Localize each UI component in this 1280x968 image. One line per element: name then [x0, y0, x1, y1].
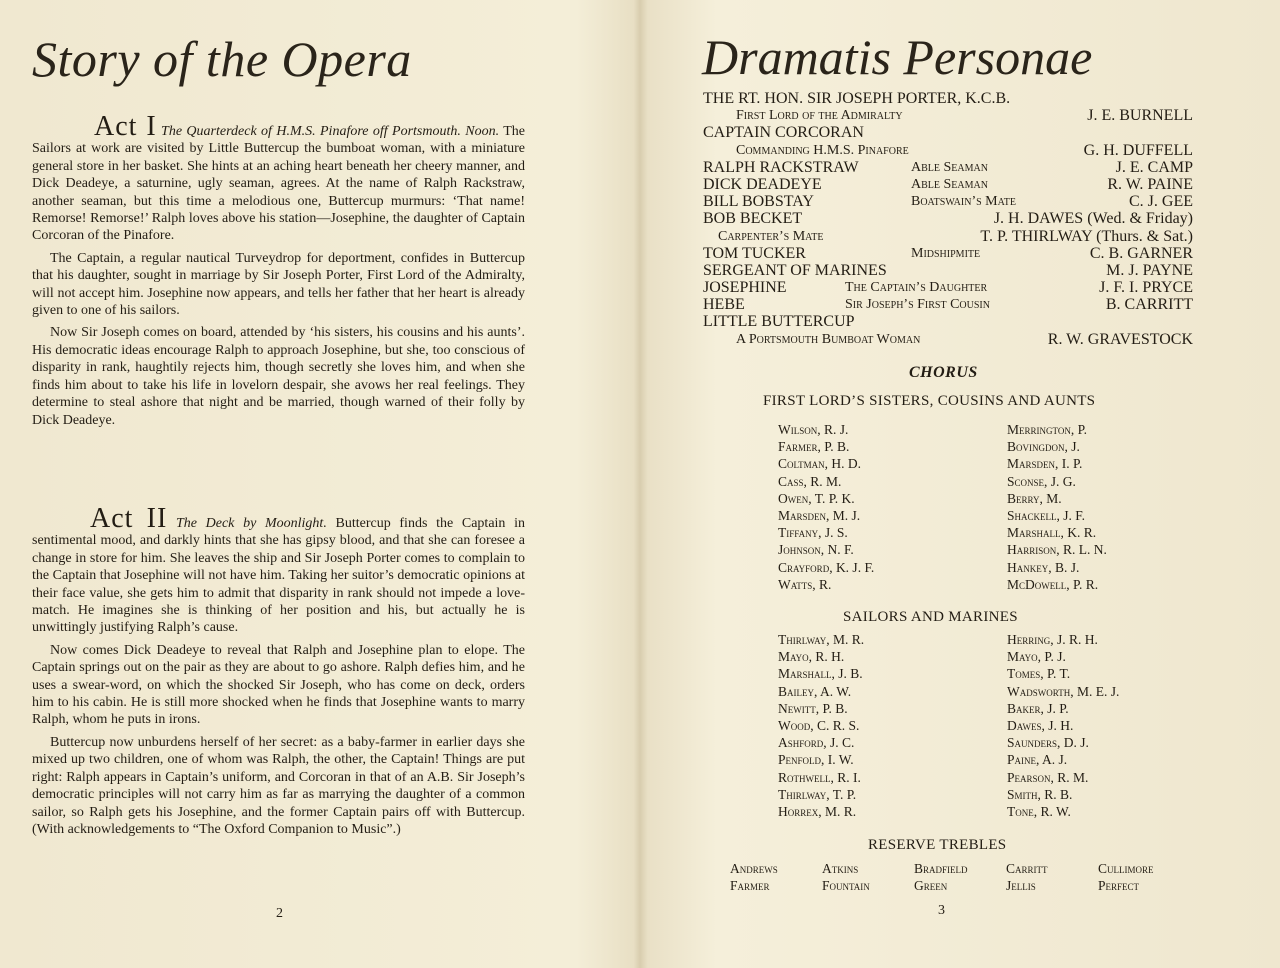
role-description: Able Seaman: [911, 176, 988, 192]
role-description: Midshipmite: [911, 245, 981, 261]
actor-name: J. H. DAWES (Wed. & Friday): [993, 210, 1193, 228]
chorus-name: Thirlway, T. P.: [778, 786, 857, 802]
sailors-column-1: [778, 631, 864, 820]
role-description: First Lord of the Admiralty: [736, 108, 903, 124]
cast-row: [703, 228, 1193, 245]
chorus-heading: CHORUS: [909, 364, 978, 381]
cast-list: [703, 90, 1193, 348]
cast-row: [703, 90, 1193, 107]
chorus-name: Tone, R. W.: [1007, 804, 1071, 820]
act1-heading: Act I: [94, 111, 157, 142]
first-lords-column-1: [778, 421, 874, 593]
chorus-name: Marsden, I. P.: [1007, 456, 1083, 472]
first-lords-heading: FIRST LORD’S SISTERS, COUSINS AND AUNTS: [763, 393, 1096, 409]
cast-row: [703, 176, 1193, 193]
act2-paragraph: Buttercup now unburdens herself of her secret: as a baby-farmer in earlier days she mixed up two children, one of whom was Ralph, the other, the Captain! Things are put right: Ralph appears in Captain’s uniform, and Corcoran in that of an A.B. Sir Joseph’s democratic principles will not carry him as far as marrying the daughter of a common sailor, so Ralph gets his Josephine, and the former Captain pairs off with Buttercup. (With acknowledgements to “The Oxford Companion to Music”.): [32, 734, 525, 837]
act1-paragraph: Now Sir Joseph comes on board, attended by ‘his sisters, his cousins and his aunts’. His democratic ideas encourage Ralph to approach Josephine, but she, too conscious of disparity in rank, haughtily rejects him, though secretly she loves him, and when she finds him about to take his life in lovelorn despair, she avows her real feelings. They determine to steal ashore that night and be married, though warned of their folly by Dick Deadeye.: [32, 325, 525, 428]
story-title: Story of the Opera: [32, 31, 412, 87]
chorus-name: Smith, R. B.: [1007, 786, 1073, 802]
role-description: The Captain’s Daughter: [845, 280, 988, 296]
chorus-name: Farmer, P. B.: [778, 439, 850, 455]
role-name: DICK DEADEYE: [703, 175, 822, 193]
cast-row: [703, 124, 1193, 141]
cast-row: [703, 331, 1193, 348]
treble-name: Carritt: [1006, 861, 1048, 876]
first-lords-column-2: [1007, 421, 1107, 593]
treble-name: Green: [914, 878, 948, 893]
role-name: THE RT. HON. SIR JOSEPH PORTER, K.C.B.: [703, 90, 1011, 107]
treble-name: Perfect: [1098, 878, 1140, 893]
cast-row: [703, 245, 1193, 262]
actor-name: M. J. PAYNE: [1106, 261, 1193, 279]
act1-intro-text: The Sailors at work are visited by Little Buttercup the bumboat woman, with a miniature general store in her basket. She hints at an aching heart beneath her cheery manner, and Dick Deadeye, a saturnine, ugly seaman, agrees. At the name of Ralph Rackstraw, another seaman, but this time a melodious one, Buttercup murmurs: ‘That name! Remorse! Remorse!’ Ralph loves above his station—Josephine, the daughter of Captain Corcoran of the Pinafore.: [32, 124, 525, 244]
chorus-name: McDowell, P. R.: [1007, 576, 1099, 592]
chorus-name: Newitt, P. B.: [778, 700, 848, 716]
chorus-name: Marsden, M. J.: [778, 508, 861, 524]
role-name: CAPTAIN CORCORAN: [703, 124, 864, 142]
trebles-heading: RESERVE TREBLES: [868, 837, 1007, 853]
chorus-name: Hankey, B. J.: [1007, 559, 1080, 575]
treble-name: Farmer: [730, 878, 770, 893]
cast-row: [703, 262, 1193, 279]
treble-name: Jellis: [1006, 878, 1036, 893]
role-description: Commanding H.M.S. Pinafore: [736, 142, 909, 158]
chorus-name: Cass, R. M.: [778, 473, 842, 489]
chorus-name: Paine, A. J.: [1007, 752, 1068, 768]
act2-setting: The Deck by Moonlight.: [175, 516, 327, 531]
dramatis-title: Dramatis Personae: [702, 29, 1093, 85]
chorus-name: Tiffany, J. S.: [778, 525, 848, 541]
act2-paragraph: Now comes Dick Deadeye to reveal that Ralph and Josephine plan to elope. The Captain springs out on the pair as they are about to go ashore. Ralph defies him, and he uses a swear-word, on which the shocked Sir Joseph, who has come on deck, orders him to his cabin. He is still more shocked when he finds that Josephine wants to marry Ralph, whom he puts in irons.: [32, 642, 525, 728]
chorus-name: Ashford, J. C.: [778, 735, 855, 751]
actor-name: J. F. I. PRYCE: [1099, 279, 1193, 297]
cast-row: [703, 313, 1193, 330]
actor-name: G. H. DUFFELL: [1083, 141, 1193, 159]
treble-name: Bradfield: [914, 861, 968, 876]
chorus-name: Wadsworth, M. E. J.: [1007, 683, 1120, 699]
treble-name: Cullimore: [1098, 861, 1154, 876]
cast-row: [703, 159, 1193, 176]
chorus-name: Crayford, K. J. F.: [778, 559, 875, 575]
act2-section: [32, 503, 525, 838]
actor-name: T. P. THIRLWAY (Thurs. & Sat.): [980, 227, 1193, 245]
chorus-name: Penfold, I. W.: [778, 752, 854, 768]
role-name: RALPH RACKSTRAW: [703, 158, 859, 176]
cast-row: [703, 210, 1193, 227]
act1-setting: The Quarterdeck of H.M.S. Pinafore off Portsmouth. Noon.: [161, 124, 500, 139]
role-description: Able Seaman: [911, 159, 988, 175]
role-description: A Portsmouth Bumboat Woman: [736, 331, 921, 347]
act1-section: [32, 111, 525, 429]
act2-heading: Act II: [90, 503, 168, 534]
chorus-name: Berry, M.: [1007, 490, 1062, 506]
cast-row: [703, 142, 1193, 159]
chorus-name: Bailey, A. W.: [778, 683, 852, 699]
chorus-name: Wilson, R. J.: [778, 422, 849, 437]
page-number-right: 3: [938, 903, 945, 918]
cast-row: [703, 296, 1193, 313]
page-number-left: 2: [276, 906, 283, 921]
role-name: JOSEPHINE: [703, 279, 787, 297]
chorus-name: Johnson, N. F.: [778, 542, 854, 558]
actor-name: C. B. GARNER: [1089, 244, 1193, 262]
role-name: SERGEANT OF MARINES: [703, 261, 887, 279]
chorus-name: Sconse, J. G.: [1007, 473, 1076, 489]
treble-name: Atkins: [822, 861, 859, 876]
actor-name: R. W. PAINE: [1107, 175, 1193, 193]
actor-name: R. W. GRAVESTOCK: [1047, 330, 1193, 348]
role-name: LITTLE BUTTERCUP: [703, 313, 855, 331]
chorus-name: Coltman, H. D.: [778, 456, 862, 472]
chorus-name: Dawes, J. H.: [1007, 718, 1074, 734]
treble-name: Fountain: [822, 878, 870, 893]
chorus-name: Rothwell, R. I.: [778, 769, 861, 785]
role-name: TOM TUCKER: [703, 244, 806, 262]
sailors-heading: SAILORS AND MARINES: [843, 609, 1018, 625]
chorus-name: Mayo, R. H.: [778, 649, 845, 665]
role-name: BOB BECKET: [703, 210, 803, 228]
actor-name: C. J. GEE: [1129, 193, 1193, 211]
left-page: [0, 0, 608, 968]
chorus-name: Horrex, M. R.: [778, 804, 857, 820]
chorus-name: Merrington, P.: [1007, 422, 1087, 437]
act1-intro-paragraph: [32, 111, 525, 245]
treble-name: Andrews: [730, 861, 778, 876]
role-description: Boatswain’s Mate: [911, 194, 1016, 210]
trebles-row: [730, 861, 1190, 878]
chorus-name: Herring, J. R. H.: [1007, 632, 1098, 647]
chorus-name: Thirlway, M. R.: [778, 632, 865, 647]
cast-row: [703, 193, 1193, 210]
chorus-name: Owen, T. P. K.: [778, 490, 855, 506]
actor-name: J. E. BURNELL: [1087, 107, 1193, 125]
sailors-column-2: [1007, 631, 1119, 820]
chorus-name: Saunders, D. J.: [1007, 735, 1089, 751]
actor-name: J. E. CAMP: [1115, 158, 1193, 176]
chorus-name: Mayo, P. J.: [1007, 649, 1066, 665]
chorus-name: Pearson, R. M.: [1007, 769, 1089, 785]
right-page: [612, 0, 1280, 968]
chorus-name: Shackell, J. F.: [1007, 508, 1086, 524]
trebles-row: [730, 878, 1190, 895]
act2-intro-text: Buttercup finds the Captain in sentimental mood, and darkly hints that she has gipsy blood, and that she can foresee a change in store for him. She leaves the ship and Sir Joseph Porter comes to complain to the Captain that Josephine will not have him. Taking her suitor’s democratic opinions at their face value, she gets him to admit that disparity in rank should not impede a love-match. He imagines she is thinking of her position and his, but actually he is unwittingly justifying Ralph’s cause.: [32, 516, 525, 636]
cast-row: [703, 107, 1193, 124]
chorus-name: Tomes, P. T.: [1007, 666, 1071, 682]
chorus-name: Harrison, R. L. N.: [1007, 542, 1107, 558]
act2-intro-paragraph: [32, 503, 525, 637]
chorus-name: Watts, R.: [778, 576, 832, 592]
role-description: Sir Joseph’s First Cousin: [845, 297, 990, 313]
chorus-name: Marshall, J. B.: [778, 666, 863, 682]
actor-name: B. CARRITT: [1105, 296, 1193, 314]
role-name: HEBE: [703, 296, 745, 314]
cast-row: [703, 279, 1193, 296]
chorus-name: Baker, J. P.: [1007, 700, 1069, 716]
role-description: Carpenter’s Mate: [718, 228, 824, 244]
chorus-name: Wood, C. R. S.: [778, 718, 860, 734]
chorus-name: Marshall, K. R.: [1007, 525, 1097, 541]
act1-paragraph: The Captain, a regular nautical Turveydrop for deportment, confides in Buttercup that his daughter, sought in marriage by Sir Joseph Porter, First Lord of the Admiralty, will not accept him. Josephine now appears, and tells her father that her heart is already given to one of his sailors.: [32, 250, 525, 319]
chorus-name: Bovingdon, J.: [1007, 439, 1080, 455]
role-name: BILL BOBSTAY: [703, 193, 814, 211]
